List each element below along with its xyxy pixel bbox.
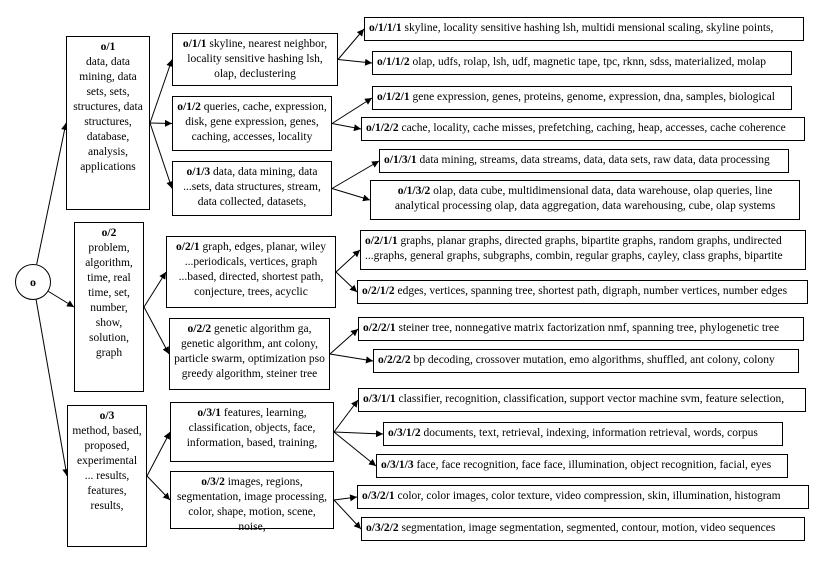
node-o-2-2-1	[358, 317, 804, 341]
node-o-1	[66, 36, 150, 210]
node-terms: edges, vertices, spanning tree, shortest path, digraph, number vertices, number edges	[397, 285, 788, 297]
node-id: o/2/1	[176, 241, 200, 253]
edge-n31-n313	[334, 432, 376, 466]
node-o-3-1-2	[383, 422, 783, 446]
node-o-2-2-2	[373, 349, 799, 373]
node-id: o/3/2	[201, 476, 225, 488]
node-o-1-2-2	[361, 117, 805, 141]
node-o-3-1-1	[358, 388, 806, 412]
node-terms: data mining, streams, data streams, data, data sets, raw data, data processing	[419, 154, 770, 166]
root-node	[15, 264, 51, 300]
node-id: o/1/3/2	[397, 185, 431, 197]
node-id: o/1/1	[182, 38, 207, 50]
node-terms: queries, cache, expression, disk, gene expression, genes, caching, accesses, locality	[185, 101, 327, 143]
node-terms: bp decoding, crossover mutation, emo algorithms, shuffled, ant colony, colony	[413, 354, 775, 366]
edge-root-n2	[48, 291, 74, 307]
node-id: o/3/1/1	[363, 393, 396, 405]
node-o-1-3	[172, 161, 332, 216]
node-terms: segmentation, image segmentation, segmented, contour, motion, video sequences	[401, 522, 776, 534]
edge-n1-n11	[150, 60, 172, 124]
edge-n11-n111	[338, 29, 364, 60]
node-id: o/1/1/2	[377, 56, 410, 68]
node-terms: features, learning, classification, objects, face, information, based, training,	[186, 407, 318, 449]
node-o-2-1	[166, 236, 336, 308]
node-terms: skyline, nearest neighbor, locality sensitive hashing lsh, olap, declustering	[187, 38, 328, 80]
node-o-2	[74, 222, 144, 392]
node-terms: face, face recognition, face face, illumination, object recognition, facial, eyes	[416, 459, 772, 471]
node-o-1-3-2	[370, 180, 800, 220]
node-terms: olap, udfs, rolap, lsh, udf, magnetic tape, tpc, rknn, sdss, materialized, molap	[412, 56, 767, 68]
edge-n22-n221	[330, 329, 358, 354]
node-o-3-1	[170, 402, 334, 462]
node-terms: documents, text, retrieval, indexing, information retrieval, words, corpus	[423, 427, 758, 439]
node-terms: olap, data cube, multidimensional data, data warehouse, olap queries, line analytical processing olap, data aggregation, data warehousing, cube, olap systems	[394, 185, 776, 212]
node-o-3-2-2	[361, 517, 805, 541]
edge-n13-n132	[332, 189, 370, 201]
edge-n31-n312	[334, 432, 383, 434]
node-id: o/1/1/1	[369, 22, 402, 34]
edge-n12-n122	[332, 124, 361, 130]
node-id: o/1	[100, 41, 116, 53]
node-o-1-1-1	[364, 17, 804, 41]
node-o-2-1-2	[357, 280, 808, 304]
node-terms: gene expression, genes, proteins, genome, expression, dna, samples, biological	[412, 91, 775, 103]
node-o-3	[67, 405, 147, 547]
edge-n21-n212	[336, 272, 357, 292]
node-o-3-2	[170, 471, 334, 533]
node-id: o/1/2	[177, 101, 201, 113]
edge-n31-n311	[334, 400, 358, 432]
node-o-3-1-3	[376, 454, 788, 478]
node-id: o/2/2/2	[378, 354, 411, 366]
edge-n32-n321	[334, 497, 357, 500]
edge-n2-n21	[144, 272, 166, 307]
node-id: o/3/1	[197, 407, 222, 419]
node-id: o/3/1/2	[388, 427, 421, 439]
edge-n2-n22	[144, 307, 169, 354]
node-id: o/3/1/3	[381, 459, 414, 471]
node-id: o/3/2/2	[366, 522, 399, 534]
edge-n22-n222	[330, 354, 373, 361]
node-terms: classifier, recognition, classification, support vector machine svm, feature selection,	[398, 393, 785, 405]
node-o-1-2	[172, 96, 332, 151]
node-terms: genetic algorithm ga, genetic algorithm, ant colony, particle swarm, optimization pso greedy algorithm, steiner tree	[174, 323, 325, 380]
node-terms: problem, algorithm, time, real time, set, number, show, solution, graph	[85, 242, 133, 359]
node-terms: skyline, locality sensitive hashing lsh, multidi mensional scaling, skyline points,	[404, 22, 774, 34]
node-terms: color, color images, color texture, video compression, skin, illumination, histogram	[397, 490, 781, 502]
node-id: o/1/3/1	[384, 154, 417, 166]
edge-n21-n211	[336, 250, 360, 272]
node-o-1-1	[172, 33, 338, 86]
node-o-1-2-1	[372, 86, 792, 110]
edge-n3-n32	[147, 476, 170, 500]
root-label: o	[30, 274, 36, 289]
node-o-3-2-1	[357, 485, 809, 509]
node-terms: graphs, planar graphs, directed graphs, bipartite graphs, random graphs, undirected ...graphs, general graphs, subgraphs, combin, regular graphs, cayley, class graphs, bipartite	[365, 235, 783, 262]
edge-n11-n112	[338, 60, 372, 64]
node-id: o/2/1/2	[362, 285, 395, 297]
node-id: o/1/3	[186, 166, 211, 178]
node-o-1-1-2	[372, 51, 792, 75]
edge-n1-n12	[150, 123, 172, 124]
edge-n1-n13	[150, 123, 172, 189]
node-id: o/2/2	[187, 323, 212, 335]
node-o-2-1-1	[360, 230, 806, 270]
edge-n3-n31	[147, 432, 170, 476]
node-terms: method, based, proposed, experimental ... results, features, results,	[72, 425, 142, 512]
node-id: o/3/2/1	[362, 490, 395, 502]
node-id: o/1/2/1	[377, 91, 410, 103]
edge-root-n1	[37, 123, 66, 264]
node-o-2-2	[169, 318, 330, 390]
node-id: o/2/2/1	[363, 322, 396, 334]
node-id: o/2/1/1	[365, 235, 398, 247]
node-terms: steiner tree, nonnegative matrix factorization nmf, spanning tree, phylogenetic tree	[398, 322, 780, 334]
node-id: o/1/2/2	[366, 122, 399, 134]
node-id: o/3	[99, 410, 115, 422]
node-o-1-3-1	[379, 149, 789, 173]
node-terms: cache, locality, cache misses, prefetching, caching, heap, accesses, cache coherence	[401, 122, 786, 134]
node-terms: data, data mining, data ...sets, data structures, stream, data collected, datasets,	[183, 166, 321, 208]
node-terms: images, regions, segmentation, image processing, color, shape, motion, scene, noise,	[176, 476, 328, 533]
node-id: o/2	[101, 227, 117, 239]
node-terms: graph, edges, planar, wiley ...periodicals, vertices, graph ...based, directed, shortest path, conjecture, trees, acyclic	[178, 241, 326, 298]
node-terms: data, data mining, data sets, sets, structures, data structures, database, analysis, applications	[73, 56, 143, 173]
edge-root-n3	[36, 300, 67, 476]
